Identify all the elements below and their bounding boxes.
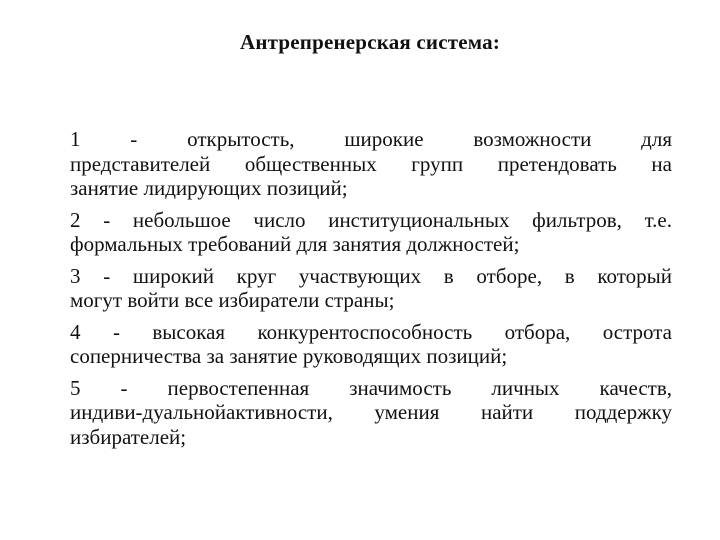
list-item-2-line-2: формальных требований для занятия должностей; — [70, 232, 520, 256]
list-item-5-line-2: индиви-дуальнойактивности, умения найти поддержку — [70, 400, 672, 424]
list-item-2-line-1: 2 - небольшое число институциональных фильтров, т.е. — [70, 207, 672, 232]
list-item-3 — [70, 264, 672, 313]
list-item-5-line-1: 5 - первостепенная значимость личных качеств, — [70, 375, 672, 400]
list-item-5 — [70, 376, 672, 450]
list-item-1-line-1: 1 - открытость, широкие возможности для — [70, 127, 672, 151]
slide-title: Антрепренерская система: — [239, 30, 501, 54]
list-item-1-line-3: занятие лидирующих позиций; — [70, 176, 348, 200]
list-item-4-line-2: соперничества за занятие руководящих позиций; — [70, 344, 508, 368]
list-item-2 — [70, 208, 672, 257]
list-item-1 — [70, 127, 672, 201]
list-item-3-line-1: 3 - широкий круг участвующих в отборе, в который — [70, 263, 672, 288]
list-item-5-line-3: избирателей; — [70, 424, 187, 449]
list-item-3-line-2: могут войти все избиратели страны; — [70, 288, 395, 312]
list-item-4-line-1: 4 - высокая конкурентоспособность отбора, острота — [70, 319, 672, 344]
slide-body — [70, 127, 672, 456]
list-item-4 — [70, 320, 672, 369]
list-item-1-line-2: представителей общественных групп претендовать на — [70, 151, 672, 176]
